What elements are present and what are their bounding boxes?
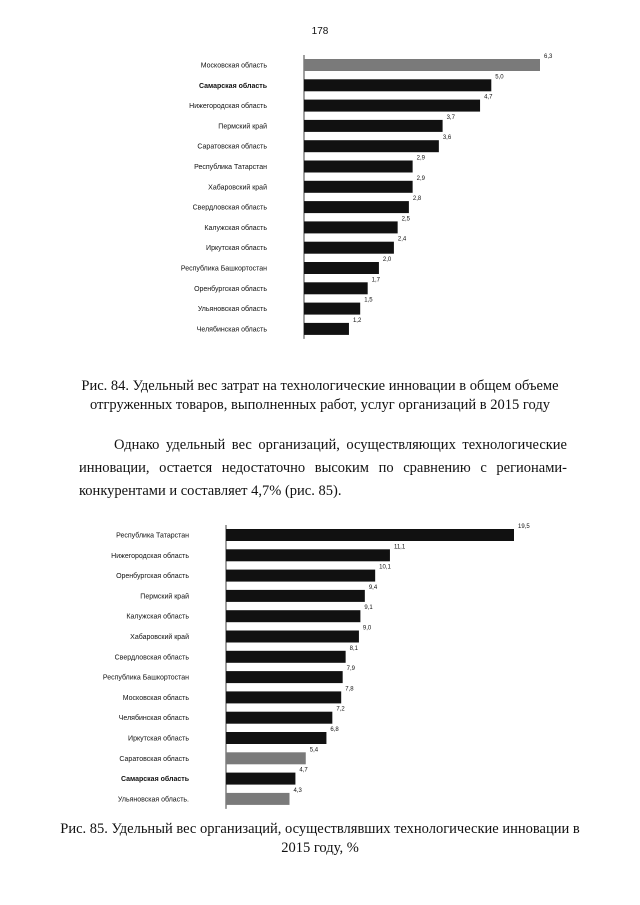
data-label: 2,9 [416,175,425,182]
data-label: 2,5 [401,216,410,223]
body-paragraph: Однако удельный вес организаций, осуществляющих технологические инновации, остается недостаточно высоким по сравнению с регионами-конкурентами и составляет 4,7% (рис. 85). [79,437,567,499]
data-label: 5,4 [309,747,319,754]
chart-innovation-costs-share [0,52,640,352]
bar [226,529,514,541]
bar [304,120,443,132]
figure-85-caption: Рис. 85. Удельный вес организаций, осуществлявших технологические инновации в 2015 году, % [60,821,580,856]
bar [226,671,343,683]
bar [304,79,491,91]
data-label: 2,9 [416,155,425,162]
page-number: 178 [311,26,329,37]
category-label: Иркутская область [206,245,267,253]
category-label: Самарская область [199,82,267,90]
data-label: 3,6 [442,135,452,142]
category-label: Республика Татарстан [116,532,189,540]
data-label: 11,1 [393,544,406,551]
data-label: 9,4 [368,584,378,591]
category-label: Республика Татарстан [194,164,267,171]
category-label: Московская область [200,62,267,70]
data-label: 10,1 [379,564,391,571]
chart-innovative-organizations-share [0,520,640,820]
bar [304,262,379,274]
category-label: Республика Башкортостан [102,674,189,682]
category-label: Нижегородская область [111,552,189,560]
bar [226,691,341,703]
data-label: 4,3 [293,787,302,794]
category-label: Оренбургская область [116,573,189,581]
data-label: 19,5 [518,524,530,530]
category-label: Ульяновская область [197,306,267,314]
data-label: 1,2 [352,317,362,324]
category-label: Саратовская область [197,143,267,151]
bar [304,242,394,254]
data-label: 1,5 [364,297,373,304]
bar [226,590,365,602]
category-label: Калужская область [204,224,267,232]
bar [304,181,413,193]
data-label: 9,0 [362,625,372,632]
category-label: Нижегородская область [189,103,267,111]
category-label: Республика Башкортостан [180,265,267,273]
bar [226,610,360,622]
bar [226,752,306,764]
bar [304,59,540,71]
bar [226,631,359,643]
bar [304,201,409,213]
category-label: Хабаровский край [208,184,267,192]
bar [226,773,295,785]
bar [304,282,368,294]
figure-84-caption: Рис. 84. Удельный вес затрат на технологические инновации в общем объеме отгруженных товаров, выполненных работ, услуг организаций в 2015 году [81,378,559,413]
data-label: 6,8 [330,727,339,733]
category-label: Пермский край [218,123,267,131]
bar [226,732,326,744]
data-label: 8,1 [349,645,358,652]
bar [226,712,332,724]
bar [304,323,349,335]
bar [304,100,480,112]
bar [226,549,390,561]
chart-85-svg [0,520,640,820]
category-label: Калужская область [126,613,189,621]
bar [226,793,290,805]
data-label: 5,0 [495,74,504,81]
category-label: Иркутская область [128,735,189,743]
data-label: 9,1 [364,605,373,612]
data-label: 4,7 [484,94,493,101]
data-label: 2,0 [382,257,392,263]
category-label: Пермский край [140,593,189,601]
category-label: Челябинская область [118,715,189,723]
category-label: Московская область [122,694,189,702]
bar [226,651,346,663]
data-label: 7,2 [336,706,345,713]
bar [304,140,439,152]
data-label: 2,4 [397,236,407,243]
bar [304,161,413,173]
category-label: Самарская область [121,776,189,784]
bar [304,303,360,315]
data-label: 1,7 [371,277,381,284]
category-label: Челябинская область [196,326,267,334]
data-label: 4,7 [299,767,308,774]
category-label: Свердловская область [114,654,189,662]
bar [226,570,375,582]
data-label: 3,7 [446,114,455,121]
category-label: Хабаровский край [130,634,189,641]
category-label: Свердловская область [192,204,267,212]
category-label: Оренбургская область [194,285,267,293]
data-label: 2,8 [412,196,422,203]
data-label: 7,9 [346,666,356,673]
chart-84-svg [0,52,640,352]
category-label: Саратовская область [119,755,189,763]
data-label: 7,8 [345,686,354,693]
data-label: 6,3 [544,54,553,60]
category-label: Ульяновская область. [117,796,189,804]
bar [304,221,398,233]
